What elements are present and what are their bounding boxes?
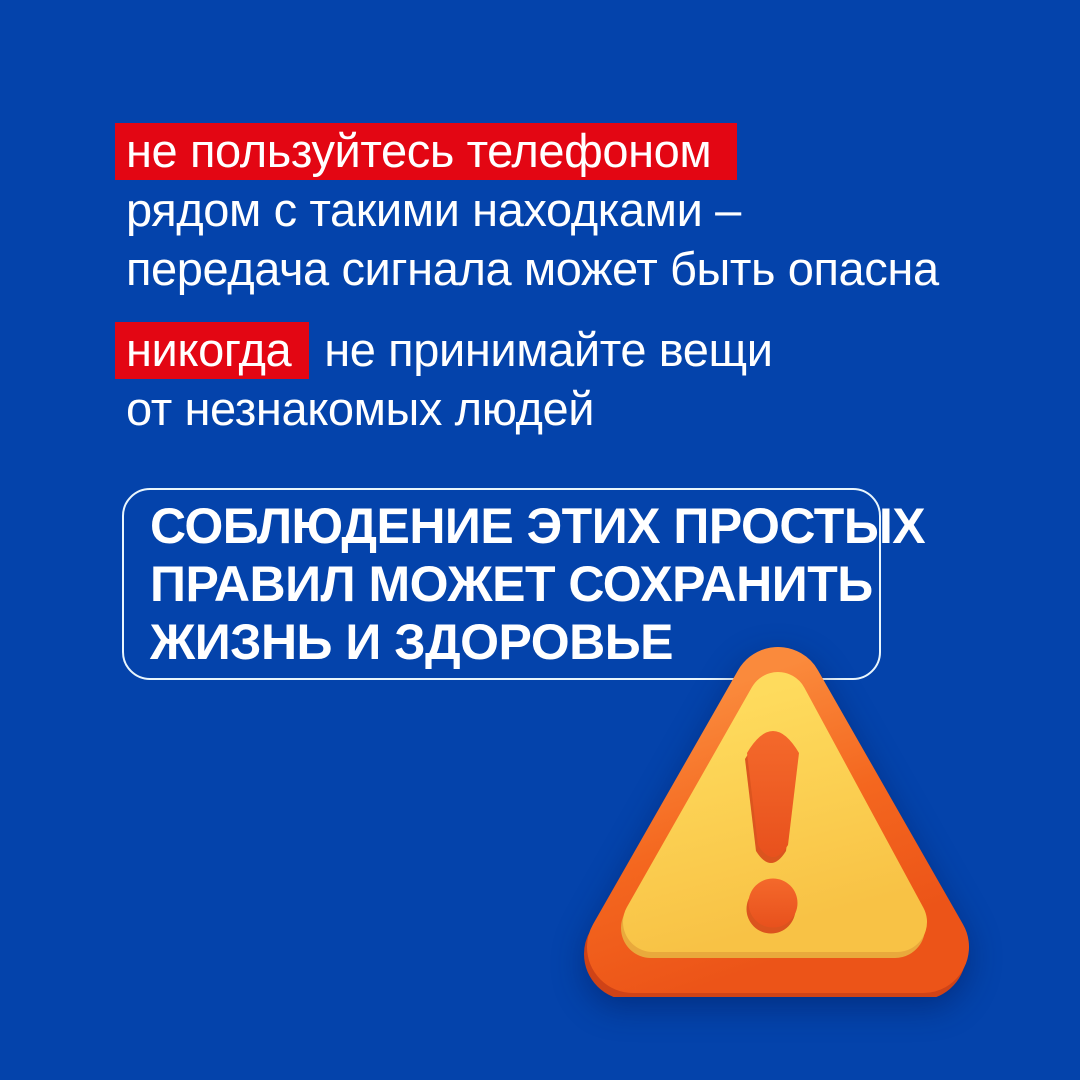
- callout-line-1: СОБЛЮДЕНИЕ ЭТИХ ПРОСТЫХ: [150, 498, 926, 554]
- rule-strangers-line2: от незнакомых людей: [126, 382, 595, 435]
- highlighted-phrase-never: никогда: [115, 322, 309, 379]
- rule-strangers-paragraph: [126, 320, 773, 438]
- rule-phone-paragraph: [126, 121, 939, 298]
- rule-phone-line3: передача сигнала может быть опасна: [126, 242, 939, 295]
- warning-triangle-icon: [583, 641, 973, 997]
- callout-line-3: ЖИЗНЬ И ЗДОРОВЬЕ: [150, 614, 674, 670]
- rule-phone-line1: [126, 121, 939, 180]
- rule-strangers-line1: [126, 320, 773, 379]
- callout-line-2: ПРАВИЛ МОЖЕТ СОХРАНИТЬ: [150, 556, 873, 612]
- rule-phone-line2: рядом с такими находками –: [126, 183, 741, 236]
- highlighted-phrase-phone: не пользуйтесь телефоном: [115, 123, 737, 180]
- rule-strangers-line1-rest: не принимайте вещи: [324, 323, 773, 376]
